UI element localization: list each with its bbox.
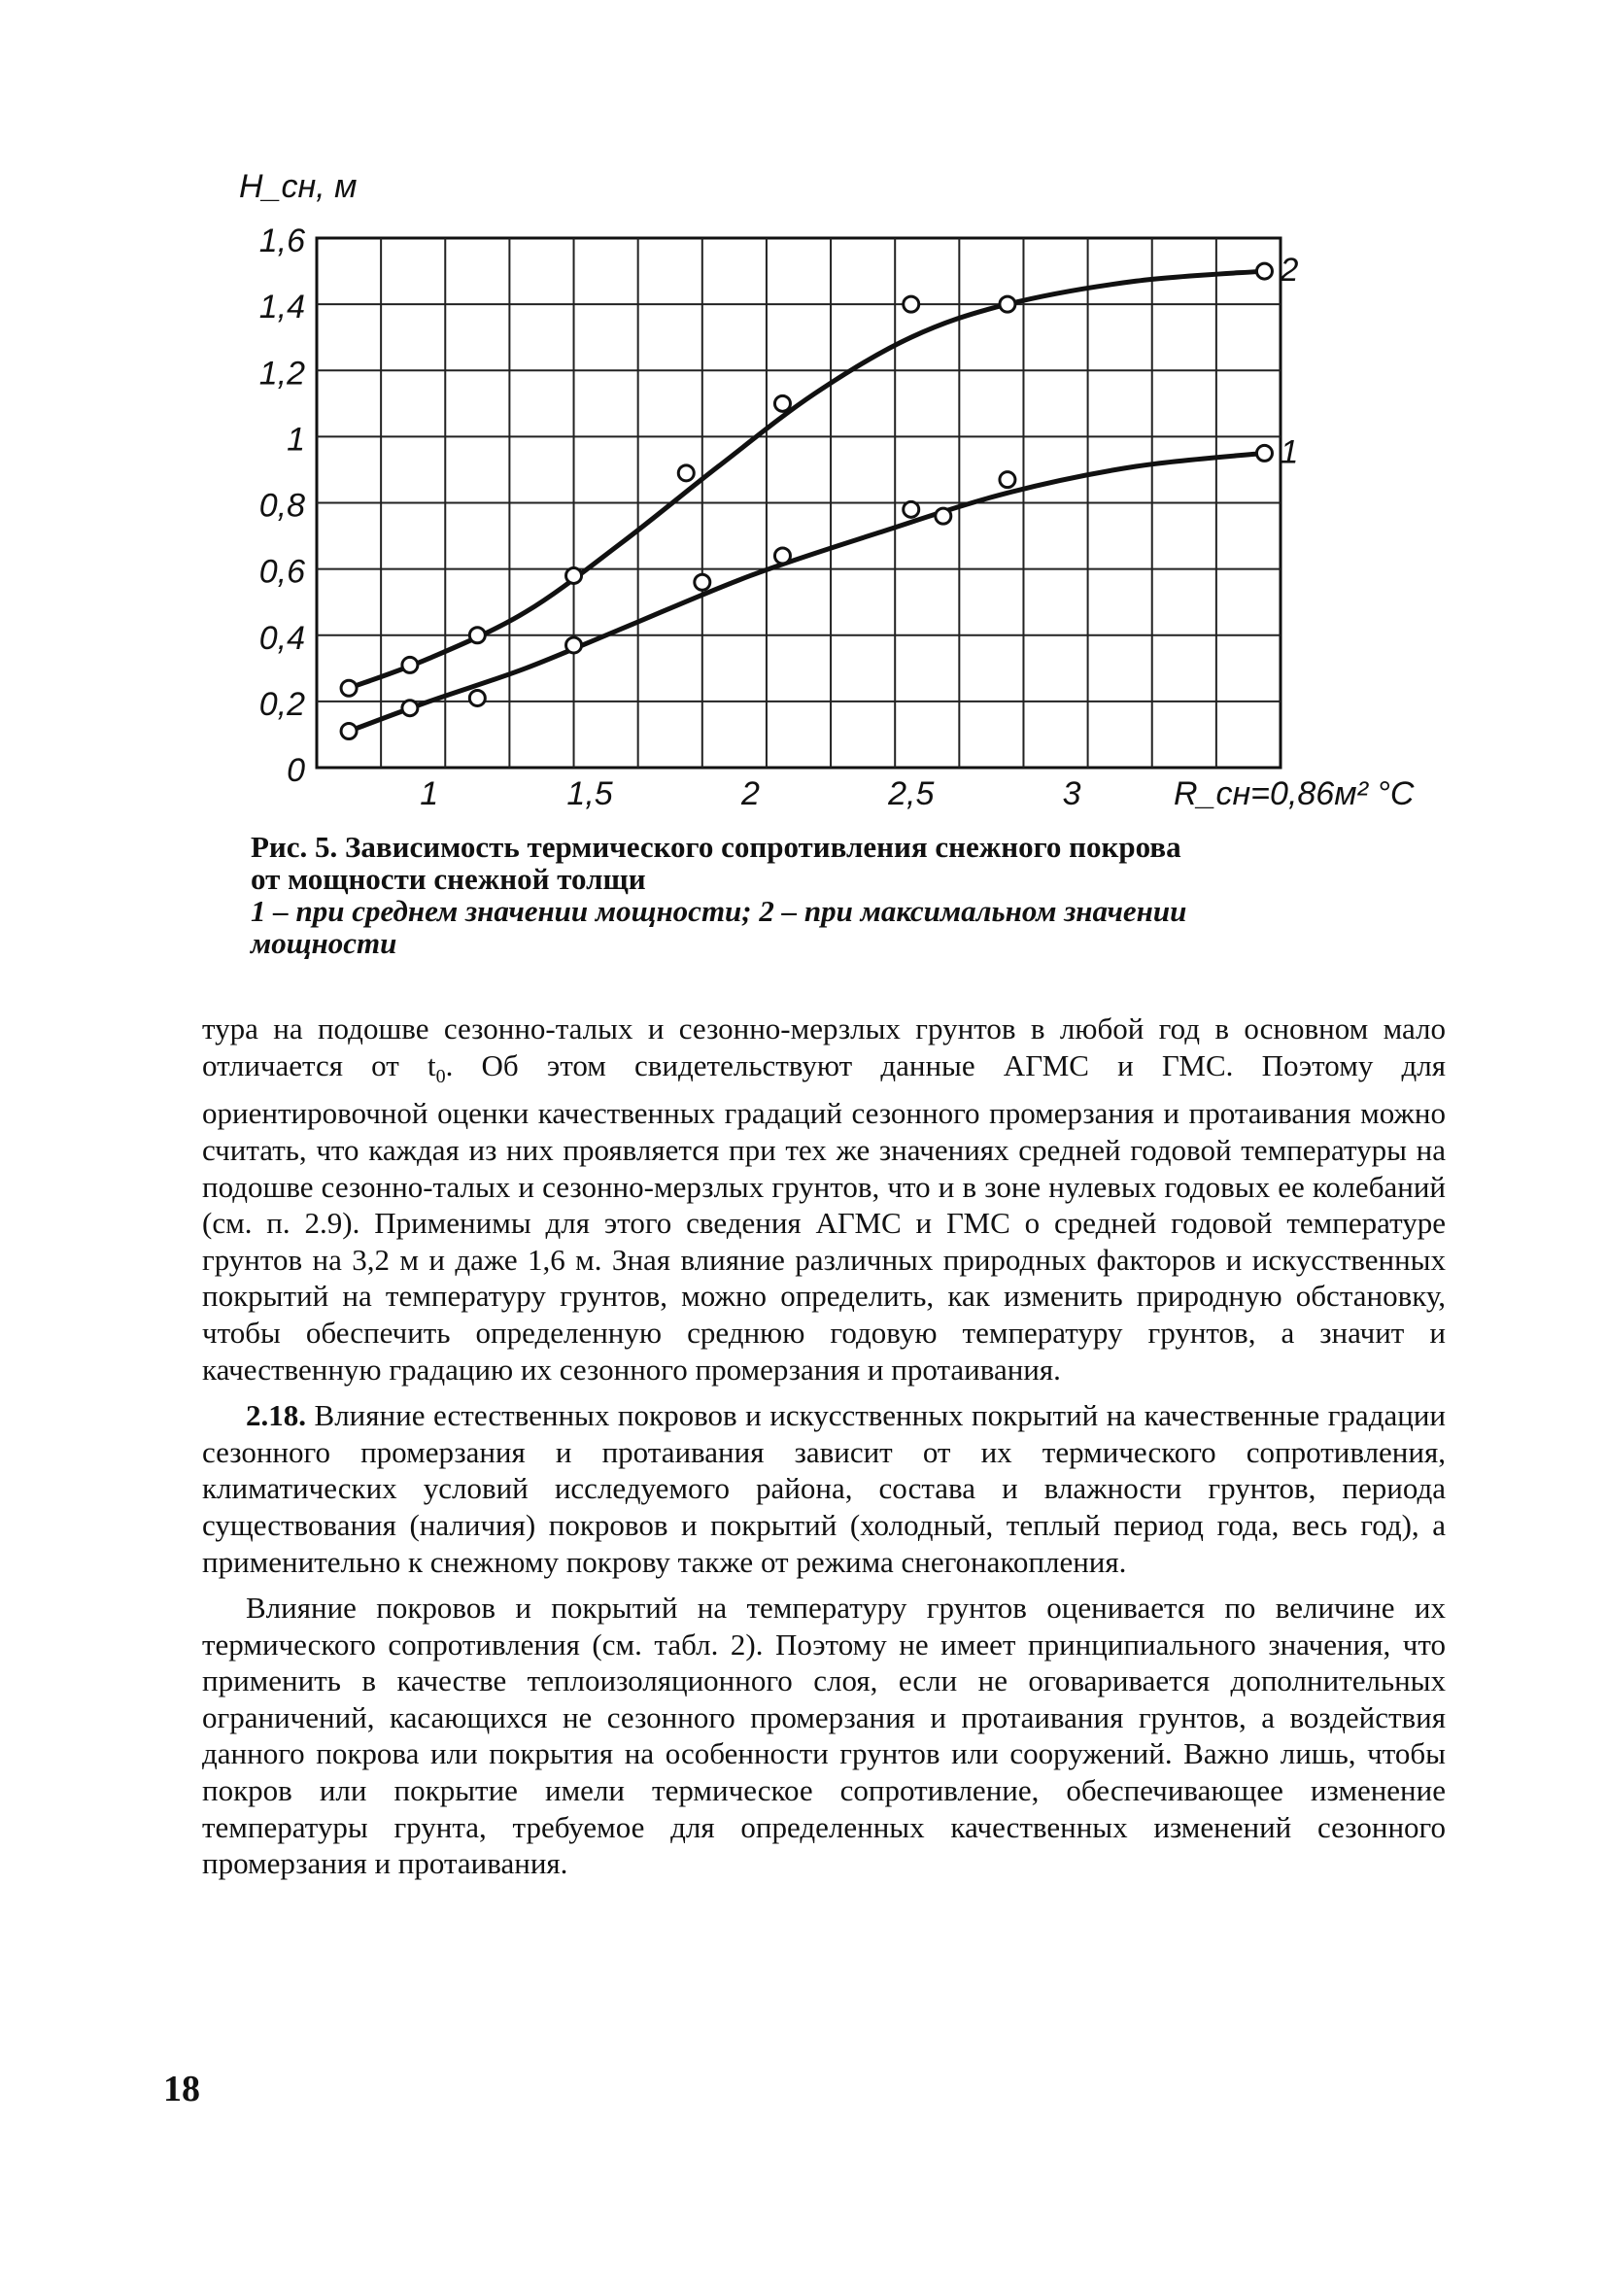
x-tick-label: 2,5	[888, 775, 935, 812]
section-number: 2.18.	[246, 1398, 306, 1433]
series-label-1: 1	[1280, 433, 1299, 471]
data-point-series-2	[469, 628, 485, 643]
caption-line-4: мощности	[251, 926, 397, 960]
y-tick-label: 0,8	[258, 487, 305, 525]
data-point-series-2	[904, 296, 919, 312]
y-tick-label: 1,6	[258, 223, 305, 259]
y-tick-label: 1,2	[258, 355, 305, 393]
y-tick-label: 0,2	[258, 685, 305, 723]
t0-subscript: 0	[435, 1065, 446, 1087]
paragraph-1-part-b: . Об этом свидетельствуют данные АГМС и ГМС. Поэтому для ориентировочной оценки качественных градаций сезонного промерзания и протаивания можно считать, что каждая из них проявляется при тех же значениях средней годовой температуры на подошве сезонно-талых и сезонно-мерзлых грунтов, что и в зоне нулевых годовых ее колебаний (см. п. 2.9). Применимы для этого сведения АГМС и ГМС о средней годовой температуре грунтов на 3,2 м и даже 1,6 м. Зная влияние различных природных факторов и искусственных покрытий на температуру грунтов, можно определить, как изменить природную обстановку, чтобы обеспечить определенную среднюю годовую температуру грунтов, а значит и качественную градацию их сезонного промерзания и протаивания.	[202, 1047, 1447, 1387]
paragraph-1	[202, 1011, 1446, 1388]
data-point-series-1	[566, 637, 582, 653]
x-tick-label: 3	[1062, 775, 1081, 812]
data-point-series-1	[402, 701, 418, 716]
data-point-series-2	[402, 657, 418, 672]
body-text	[202, 1011, 1446, 1892]
y-axis-label: H_сн, м	[239, 168, 358, 205]
data-point-series-2	[678, 465, 694, 481]
y-tick-label: 0,4	[258, 619, 305, 657]
data-point-series-2	[566, 567, 582, 583]
x-tick-label: 1,5	[566, 775, 613, 812]
chart-svg	[0, 0, 1606, 836]
data-point-series-1	[1256, 445, 1272, 461]
data-point-series-1	[469, 690, 485, 705]
figure-caption	[251, 831, 1358, 959]
y-tick-label: 0	[287, 752, 305, 789]
paragraph-2	[202, 1397, 1446, 1580]
figure-chart	[0, 0, 1606, 836]
data-point-series-1	[1000, 472, 1015, 488]
y-tick-label: 0,6	[258, 553, 305, 591]
data-point-series-2	[341, 680, 357, 696]
x-axis-label: R_сн=0,86м² °С	[1174, 775, 1415, 812]
series-label-2: 2	[1280, 252, 1299, 290]
paragraph-3: Влияние покровов и покрытий на температуру грунтов оценивается по величине их термического сопротивления (см. табл. 2). Поэтому не имеет принципиального значения, что применить в качестве теплоизоляционного слоя, если не оговаривается дополнительных ограничений, касающихся не сезонного промерзания и протаивания грунтов, а воздействия данного покрова или покрытия на особенности грунтов или сооружений. Важно лишь, чтобы покров или покрытие имели термическое сопротивление, обеспечивающее изменение температуры грунта, требуемое для определенных качественных изменений сезонного промерзания и протаивания.	[202, 1591, 1446, 1881]
data-point-series-1	[936, 508, 951, 524]
x-tick-label: 2	[740, 775, 760, 812]
data-point-series-2	[1000, 296, 1015, 312]
paragraph-2-text: Влияние естественных покровов и искусственных покрытий на качественные градации сезонного промерзания и протаивания зависит от их термического сопротивления, климатических условий исследуемого района, состава и влажности грунтов, периода существования (наличия) покровов и покрытий (холодный, теплый период года, весь год), а применительно к снежному покрову также от режима снегонакопления.	[202, 1398, 1446, 1579]
x-tick-label: 1	[420, 775, 439, 812]
data-point-series-1	[774, 548, 790, 564]
caption-line-3: 1 – при среднем значении мощности; 2 – при максимальном значении	[251, 894, 1187, 928]
caption-line-1: Рис. 5. Зависимость термического сопротивления снежного покрова	[251, 830, 1181, 864]
series-line-2	[349, 271, 1264, 688]
page-number: 18	[163, 2069, 200, 2109]
caption-line-2: от мощности снежной толщи	[251, 862, 646, 896]
y-tick-label: 1,4	[258, 289, 305, 326]
y-tick-label: 1	[287, 421, 305, 459]
data-point-series-1	[904, 501, 919, 517]
data-point-series-2	[774, 395, 790, 411]
data-point-series-1	[695, 574, 710, 590]
data-point-series-2	[1256, 263, 1272, 279]
paragraph-1-part-a: тура на подошве сезонно-талых и сезонно-мерзлых грунтов в любой год в основном мало отличается от t	[202, 1011, 1446, 1082]
series-line-1	[349, 453, 1264, 731]
data-point-series-1	[341, 724, 357, 739]
